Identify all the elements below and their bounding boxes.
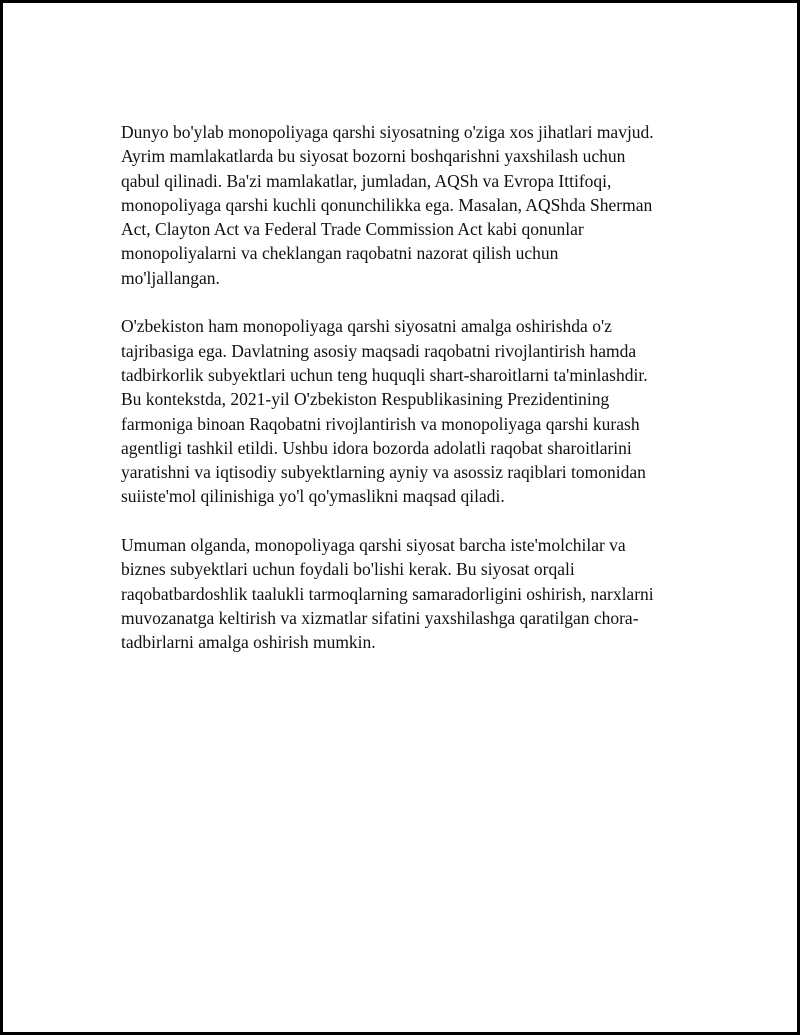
document-body (121, 120, 681, 679)
paragraph-1: Dunyo bo'ylab monopoliyaga qarshi siyosatning o'ziga xos jihatlari mavjud. Ayrim mamlakatlarda bu siyosat bozorni boshqarishni yaxshilash uchun qabul qilinadi. Ba'zi mamlakatlar, jumladan, AQSh va Evropa Ittifoqi, monopoliyaga qarshi kuchli qonunchilikka ega. Masalan, AQShda Sherman Act, Clayton Act va Federal Trade Commission Act kabi qonunlar monopoliyalarni va cheklangan raqobatni nazorat qilish uchun mo'ljallangan. (121, 122, 654, 288)
paragraph-3: Umuman olganda, monopoliyaga qarshi siyosat barcha iste'molchilar va biznes subyektlari uchun foydali bo'lishi kerak. Bu siyosat orqali raqobatbardoshlik taalukli tarmoqlarning samaradorligini oshirish, narxlarni muvozanatga keltirish va xizmatlar sifatini yaxshilashga qaratilgan chora- tadbirlarni amalga oshirish mumkin. (121, 535, 654, 653)
paragraph-2: O'zbekiston ham monopoliyaga qarshi siyosatni amalga oshirishda o'z tajribasiga ega. Davlatning asosiy maqsadi raqobatni rivojlantirish hamda tadbirkorlik subyektlari uchun teng huquqli shart-sharoitlarni ta'minlashdir. Bu kontekstda, 2021-yil O'zbekiston Respublikasining Prezidentining farmoniga binoan Raqobatni rivojlantirish va monopoliyaga qarshi kurash agentligi tashkil etildi. Ushbu idora bozorda adolatli raqobat sharoitlarini yaratishni va iqtisodiy subyektlarning ayniy va asossiz raqiblari tomonidan suiiste'mol qilinishiga yo'l qo'ymaslikni maqsad qiladi. (121, 316, 648, 507)
